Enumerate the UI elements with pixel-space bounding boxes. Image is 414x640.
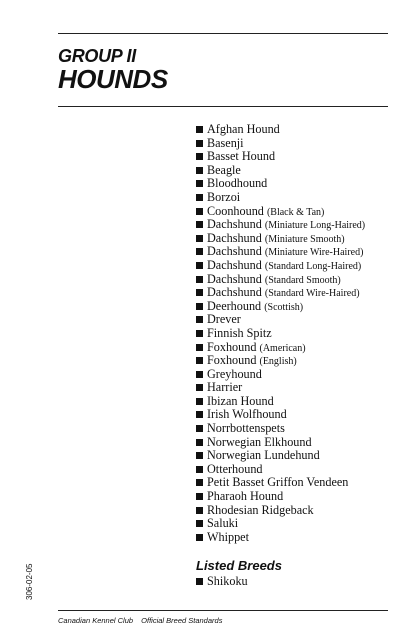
square-bullet-icon (196, 466, 203, 473)
breed-item (196, 368, 365, 382)
breed-name: Bloodhound (207, 176, 268, 191)
breed-variety-note: (Scottish) (264, 301, 304, 313)
square-bullet-icon (196, 398, 203, 405)
breed-name: Irish Wolfhound (207, 407, 287, 422)
title-divider (58, 106, 388, 107)
footer-rule (58, 610, 388, 611)
breed-item (196, 504, 365, 518)
breed-name: Dachshund (207, 217, 262, 232)
square-bullet-icon (196, 262, 203, 269)
breed-name: Harrier (207, 380, 243, 395)
breed-name: Dachshund (207, 244, 262, 259)
square-bullet-icon (196, 235, 203, 242)
top-rule (58, 33, 388, 34)
breed-name: Beagle (207, 162, 241, 177)
breed-name: Norwegian Lundehund (207, 448, 320, 463)
listed-breeds-list (196, 574, 248, 588)
breed-item (196, 286, 365, 300)
square-bullet-icon (196, 221, 203, 228)
page-title: HOUNDS (58, 64, 168, 94)
breed-variety-note: (Black & Tan) (266, 206, 325, 218)
listed-breeds-heading: Listed Breeds (196, 558, 282, 573)
breed-item (196, 408, 365, 422)
square-bullet-icon (196, 371, 203, 378)
square-bullet-icon (196, 520, 203, 527)
breed-item (196, 341, 365, 355)
breed-name: Dachshund (207, 230, 262, 245)
breed-item (196, 123, 365, 137)
square-bullet-icon (196, 507, 203, 514)
breed-item (196, 531, 365, 545)
breed-item (196, 436, 365, 450)
breed-name: Otterhound (207, 461, 263, 476)
square-bullet-icon (196, 276, 203, 283)
breed-name: Rhodesian Ridgeback (207, 502, 314, 517)
breed-variety-note: (Miniature Smooth) (264, 233, 345, 245)
square-bullet-icon (196, 344, 203, 351)
breed-name: Dachshund (207, 271, 262, 286)
breed-list (196, 123, 365, 544)
square-bullet-icon (196, 289, 203, 296)
square-bullet-icon (196, 578, 203, 585)
breed-variety-note: (Miniature Wire-Haired) (264, 247, 364, 259)
footer-org: Canadian Kennel Club (58, 616, 134, 625)
breed-variety-note: (English) (259, 356, 297, 368)
breed-item (196, 395, 365, 409)
square-bullet-icon (196, 167, 203, 174)
breed-name: Dachshund (207, 285, 262, 300)
breed-item (196, 422, 365, 436)
breed-item (196, 273, 365, 287)
square-bullet-icon (196, 384, 203, 391)
breed-item (196, 381, 365, 395)
square-bullet-icon (196, 194, 203, 201)
breed-name: Afghan Hound (207, 122, 280, 136)
breed-item (196, 205, 365, 219)
footer (58, 616, 222, 625)
breed-name: Petit Basset Griffon Vendeen (207, 475, 349, 490)
breed-name: Dachshund (207, 257, 262, 272)
breed-name: Whippet (207, 529, 249, 544)
footer-doc-title: Official Breed Standards (141, 616, 223, 625)
breed-variety-note: (Standard Long-Haired) (264, 260, 362, 272)
square-bullet-icon (196, 140, 203, 147)
breed-name: Pharaoh Hound (207, 489, 284, 504)
square-bullet-icon (196, 411, 203, 418)
square-bullet-icon (196, 534, 203, 541)
square-bullet-icon (196, 153, 203, 160)
breed-item (196, 137, 365, 151)
breed-item (196, 150, 365, 164)
breed-item (196, 245, 365, 259)
breed-item (196, 476, 365, 490)
breed-name: Borzoi (207, 189, 241, 204)
breed-name: Ibizan Hound (207, 393, 274, 408)
breed-variety-note: (American) (259, 342, 306, 354)
breed-item (196, 259, 365, 273)
breed-name: Shikoku (207, 574, 248, 588)
breed-item (196, 191, 365, 205)
breed-item (196, 449, 365, 463)
breed-name: Greyhound (207, 366, 262, 381)
breed-name: Foxhound (207, 353, 257, 368)
breed-name: Norrbottenspets (207, 421, 285, 436)
breed-item (196, 300, 365, 314)
breed-variety-note: (Miniature Long-Haired) (264, 220, 366, 232)
document-code: 306-02-05 (25, 563, 34, 600)
group-label: GROUP II (58, 46, 136, 66)
breed-item (196, 177, 365, 191)
breed-name: Norwegian Elkhound (207, 434, 312, 449)
breed-name: Coonhound (207, 203, 264, 218)
square-bullet-icon (196, 479, 203, 486)
square-bullet-icon (196, 439, 203, 446)
square-bullet-icon (196, 330, 203, 337)
square-bullet-icon (196, 425, 203, 432)
square-bullet-icon (196, 208, 203, 215)
listed-breed-item (196, 574, 248, 588)
breed-variety-note: (Standard Smooth) (264, 274, 341, 286)
square-bullet-icon (196, 126, 203, 133)
breed-item (196, 164, 365, 178)
breed-name: Saluki (207, 516, 239, 531)
breed-item (196, 463, 365, 477)
breed-item (196, 327, 365, 341)
square-bullet-icon (196, 316, 203, 323)
breed-name: Deerhound (207, 298, 262, 313)
square-bullet-icon (196, 303, 203, 310)
breed-item (196, 490, 365, 504)
square-bullet-icon (196, 248, 203, 255)
square-bullet-icon (196, 180, 203, 187)
breed-name: Finnish Spitz (207, 325, 272, 340)
breed-variety-note: (Standard Wire-Haired) (264, 288, 360, 300)
breed-item (196, 232, 365, 246)
breed-name: Basenji (207, 135, 244, 150)
square-bullet-icon (196, 452, 203, 459)
breed-item (196, 218, 365, 232)
breed-item (196, 517, 365, 531)
breed-name: Drever (207, 312, 241, 327)
square-bullet-icon (196, 357, 203, 364)
breed-name: Basset Hound (207, 149, 276, 164)
breed-item (196, 313, 365, 327)
breed-name: Foxhound (207, 339, 257, 354)
square-bullet-icon (196, 493, 203, 500)
breed-item (196, 354, 365, 368)
